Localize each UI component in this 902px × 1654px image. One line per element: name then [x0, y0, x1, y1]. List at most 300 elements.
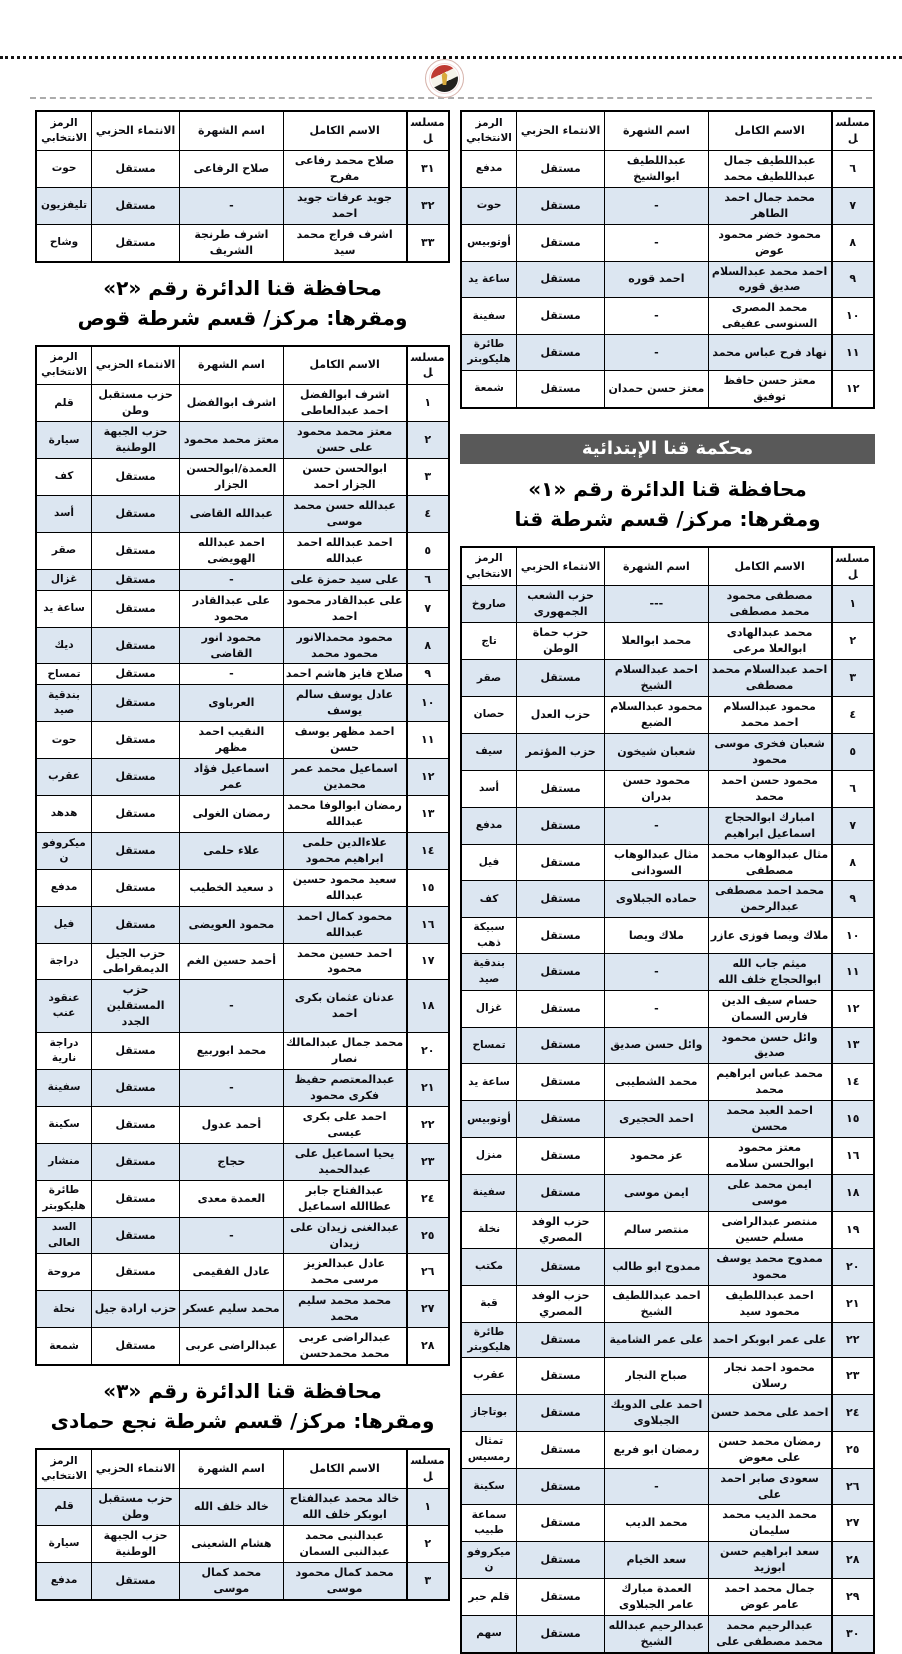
- party-cell: مستقل: [92, 685, 180, 722]
- serial-cell: ١٧: [407, 943, 449, 980]
- serial-cell: ٢٥: [407, 1217, 449, 1254]
- serial-cell: ١٦: [407, 906, 449, 943]
- candidate-row: [36, 150, 449, 187]
- alias-cell: معتز حسن حمدان: [605, 370, 709, 407]
- symbol-cell: تمثال رمسيس: [461, 1431, 517, 1468]
- column-header-serial: مسلسل: [407, 111, 449, 150]
- full-name-cell: علاءالدين حلمى ابراهيم محمود: [283, 832, 406, 869]
- party-cell: حزب العدل: [517, 697, 605, 734]
- symbol-cell: منشار: [36, 1143, 92, 1180]
- alias-cell: محمود انور القاضى: [180, 627, 284, 664]
- column-header-party: الانتماء الحزبي: [92, 346, 180, 385]
- candidate-row: [461, 733, 874, 770]
- candidate-row: [36, 1328, 449, 1365]
- alias-cell: حماده الجبلاوى: [605, 881, 709, 918]
- symbol-cell: سهم: [461, 1616, 517, 1653]
- serial-cell: ٢٣: [832, 1357, 874, 1394]
- alias-cell: احمد عبدالله الهويضى: [180, 532, 284, 569]
- symbol-cell: دراجة نارية: [36, 1033, 92, 1070]
- alias-cell: أحمد حسين الغم: [180, 943, 284, 980]
- alias-cell: محمد ابوربيع: [180, 1033, 284, 1070]
- district-1-title: [460, 474, 875, 534]
- symbol-cell: ساعة يد: [36, 590, 92, 627]
- symbol-cell: طائرة هليكوبتر: [36, 1180, 92, 1217]
- serial-cell: ٨: [832, 224, 874, 261]
- full-name-cell: محمد جمال عبدالمالك نصار: [283, 1033, 406, 1070]
- full-name-cell: احمد عبداللطيف محمود سيد: [708, 1285, 831, 1322]
- serial-cell: ١٥: [407, 869, 449, 906]
- alias-cell: صباح النجار: [605, 1357, 709, 1394]
- candidate-row: [36, 832, 449, 869]
- symbol-cell: ديك: [36, 627, 92, 664]
- symbol-cell: عقرب: [36, 759, 92, 796]
- candidate-row: [36, 1070, 449, 1107]
- full-name-cell: اسماعيل محمد عمر محمدين: [283, 759, 406, 796]
- alias-cell: محمد كمال موسى: [180, 1562, 284, 1599]
- national-elections-authority-emblem: [425, 59, 464, 98]
- candidate-row: [36, 1254, 449, 1291]
- party-cell: حزب ارادة جيل: [92, 1291, 180, 1328]
- symbol-cell: أوتوبيس: [461, 224, 517, 261]
- symbol-cell: وشاح: [36, 224, 92, 261]
- full-name-cell: احمد حسين محمد محمود: [283, 943, 406, 980]
- symbol-cell: مدفع: [36, 869, 92, 906]
- party-cell: مستقل: [517, 1505, 605, 1542]
- serial-cell: ٢: [407, 1525, 449, 1562]
- alias-cell: النقيب احمد مظهر: [180, 722, 284, 759]
- symbol-cell: سفينة: [461, 1175, 517, 1212]
- candidate-row: [461, 224, 874, 261]
- symbol-cell: عنقود عنب: [36, 980, 92, 1033]
- candidate-row: [461, 1357, 874, 1394]
- district-1-title-line: محافظة قنا الدائرة رقم «١»: [528, 476, 807, 501]
- candidate-row: [461, 1542, 874, 1579]
- serial-cell: ١٢: [832, 990, 874, 1027]
- full-name-cell: عبدالنبى محمد عبدالنبى السمان: [283, 1525, 406, 1562]
- party-cell: مستقل: [92, 1106, 180, 1143]
- alias-cell: العمدة معدى: [180, 1180, 284, 1217]
- full-name-cell: محمود عبدالسلام احمد محمد: [708, 697, 831, 734]
- full-name-cell: محمود حسن احمد محمد: [708, 770, 831, 807]
- candidate-row: [36, 385, 449, 422]
- full-name-cell: اشرف فراج محمد سيد: [283, 224, 406, 261]
- alias-cell: حجاج: [180, 1143, 284, 1180]
- serial-cell: ٢: [407, 422, 449, 459]
- alias-cell: احمد الحجيرى: [605, 1101, 709, 1138]
- party-cell: مستقل: [517, 1431, 605, 1468]
- full-name-cell: حسام سيف الدين فارس السمان: [708, 990, 831, 1027]
- full-name-cell: عدنان عثمان بكرى احمد: [283, 980, 406, 1033]
- full-name-cell: سعيد محمود حسين عبدالله: [283, 869, 406, 906]
- serial-cell: ١: [832, 586, 874, 623]
- party-cell: مستقل: [92, 532, 180, 569]
- column-header-serial: مسلسل: [407, 1449, 449, 1488]
- symbol-cell: السد العالى: [36, 1217, 92, 1254]
- district-3-title-line: محافظة قنا الدائرة رقم «٣»: [103, 1379, 382, 1404]
- symbol-cell: طائرة هليكوبتر: [461, 335, 517, 370]
- serial-cell: ٥: [832, 733, 874, 770]
- party-cell: مستقل: [92, 187, 180, 224]
- serial-cell: ٣١: [407, 150, 449, 187]
- full-name-cell: محمد عباس ابراهيم محمد: [708, 1064, 831, 1101]
- party-cell: مستقل: [92, 496, 180, 533]
- serial-cell: ٢: [832, 623, 874, 660]
- alias-cell: محمد سليم عسكر: [180, 1291, 284, 1328]
- full-name-cell: ابوالحسن حسن الجزار احمد: [283, 459, 406, 496]
- party-cell: مستقل: [517, 370, 605, 407]
- candidate-row: [36, 187, 449, 224]
- symbol-cell: تمساح: [461, 1027, 517, 1064]
- serial-cell: ٥: [407, 532, 449, 569]
- serial-cell: ٢٤: [832, 1394, 874, 1431]
- candidate-row: [461, 660, 874, 697]
- party-cell: حزب الجبهة الوطنية: [92, 1525, 180, 1562]
- right-column: [460, 110, 875, 1654]
- alias-cell: شعبان شيخون: [605, 733, 709, 770]
- party-cell: مستقل: [517, 1101, 605, 1138]
- symbol-cell: عقرب: [461, 1357, 517, 1394]
- column-header-party: الانتماء الحزبي: [92, 111, 180, 150]
- district-2-candidates-table: [35, 345, 450, 1367]
- candidate-row: [36, 1488, 449, 1525]
- party-cell: مستقل: [92, 150, 180, 187]
- candidate-row: [461, 881, 874, 918]
- symbol-cell: مروحة: [36, 1254, 92, 1291]
- serial-cell: ١٣: [832, 1027, 874, 1064]
- serial-cell: ٤: [832, 697, 874, 734]
- alias-cell: رمضان الغولى: [180, 796, 284, 833]
- alias-cell: محمود العويضى: [180, 906, 284, 943]
- district-3-candidates-table: [35, 1448, 450, 1601]
- alias-cell: -: [180, 664, 284, 685]
- candidate-row: [36, 1180, 449, 1217]
- eagle-of-saladin-icon: [441, 72, 449, 85]
- serial-cell: ١١: [832, 335, 874, 370]
- serial-cell: ٢٦: [832, 1468, 874, 1505]
- alias-cell: محمود عبدالسلام الضبع: [605, 697, 709, 734]
- column-header-party: الانتماء الحزبي: [517, 111, 605, 150]
- serial-cell: ٢٧: [407, 1291, 449, 1328]
- full-name-cell: عبدالله حسن محمد موسى: [283, 496, 406, 533]
- party-cell: مستقل: [92, 1143, 180, 1180]
- serial-cell: ١٣: [407, 796, 449, 833]
- candidate-row: [461, 1211, 874, 1248]
- full-name-cell: عادل يوسف سالم يوسف: [283, 685, 406, 722]
- full-name-cell: احمد مظهر يوسف حسن: [283, 722, 406, 759]
- serial-cell: ٢٠: [407, 1033, 449, 1070]
- symbol-cell: مكتب: [461, 1248, 517, 1285]
- party-cell: مستقل: [92, 1033, 180, 1070]
- symbol-cell: سفينة: [461, 298, 517, 335]
- alias-cell: سعد الخيام: [605, 1542, 709, 1579]
- full-name-cell: سعد ابراهيم حسن ابوزيد: [708, 1542, 831, 1579]
- symbol-cell: أسد: [36, 496, 92, 533]
- full-name-cell: عبدالرحيم محمد محمد مصطفى على: [708, 1616, 831, 1653]
- header-row: [461, 111, 874, 150]
- full-name-cell: محمود محمدالانور محمود محمد: [283, 627, 406, 664]
- candidate-row: [36, 532, 449, 569]
- party-cell: حزب الوفد المصري: [517, 1285, 605, 1322]
- serial-cell: ٢١: [832, 1285, 874, 1322]
- serial-cell: ١: [407, 1488, 449, 1525]
- symbol-cell: ميكروفون: [36, 832, 92, 869]
- symbol-cell: قلم: [36, 385, 92, 422]
- candidate-row: [36, 722, 449, 759]
- party-cell: مستقل: [92, 459, 180, 496]
- serial-cell: ١٩: [832, 1211, 874, 1248]
- candidate-row: [36, 906, 449, 943]
- party-cell: مستقل: [92, 627, 180, 664]
- candidate-row: [36, 1291, 449, 1328]
- alias-cell: -: [180, 1217, 284, 1254]
- candidate-row: [36, 1217, 449, 1254]
- candidate-row: [36, 459, 449, 496]
- serial-cell: ٢٦: [407, 1254, 449, 1291]
- serial-cell: ٤: [407, 496, 449, 533]
- symbol-cell: طائرة هليكوبتر: [461, 1322, 517, 1357]
- serial-cell: ٣: [832, 660, 874, 697]
- candidate-row: [461, 1468, 874, 1505]
- column-header-symbol: الرمز الانتخابي: [461, 111, 517, 150]
- alias-cell: أحمد عدول: [180, 1106, 284, 1143]
- header-row: [36, 1449, 449, 1488]
- left-column: [35, 110, 450, 1601]
- party-cell: مستقل: [92, 722, 180, 759]
- alias-cell: ---: [605, 586, 709, 623]
- column-header-full-name: الاسم الكامل: [283, 346, 406, 385]
- serial-cell: ١٤: [832, 1064, 874, 1101]
- symbol-cell: سيارة: [36, 1525, 92, 1562]
- candidate-row: [36, 796, 449, 833]
- serial-cell: ١٨: [407, 980, 449, 1033]
- candidate-row: [461, 807, 874, 844]
- column-header-party: الانتماء الحزبي: [92, 1449, 180, 1488]
- serial-cell: ٧: [832, 807, 874, 844]
- alias-cell: محمود حسن بدران: [605, 770, 709, 807]
- alias-cell: عز محمود: [605, 1138, 709, 1175]
- party-cell: مستقل: [517, 953, 605, 990]
- party-cell: مستقل: [517, 187, 605, 224]
- alias-cell: منتصر سالم: [605, 1211, 709, 1248]
- candidate-row: [461, 187, 874, 224]
- district-3-subtitle-line: ومقرها: مركز/ قسم شرطة نجع حمادى: [50, 1409, 435, 1434]
- party-cell: مستقل: [517, 261, 605, 298]
- candidate-row: [461, 586, 874, 623]
- full-name-cell: اشرف ابوالفضل احمد عبدالعاطى: [283, 385, 406, 422]
- alias-cell: -: [605, 298, 709, 335]
- serial-cell: ١٠: [832, 918, 874, 953]
- full-name-cell: احمد على محمد حسن: [708, 1394, 831, 1431]
- alias-cell: -: [605, 1468, 709, 1505]
- party-cell: مستقل: [517, 224, 605, 261]
- full-name-cell: محمد عبدالهادى ابوالعلا مرعى: [708, 623, 831, 660]
- symbol-cell: سبيكة ذهب: [461, 918, 517, 953]
- candidate-row: [461, 1027, 874, 1064]
- candidate-row: [461, 1064, 874, 1101]
- serial-cell: ٢٣: [407, 1143, 449, 1180]
- serial-cell: ٢٢: [407, 1106, 449, 1143]
- serial-cell: ٢٠: [832, 1248, 874, 1285]
- party-cell: مستقل: [92, 664, 180, 685]
- party-cell: حزب المؤتمر: [517, 733, 605, 770]
- full-name-cell: محمود خضر محمود عوض: [708, 224, 831, 261]
- full-name-cell: ملاك ويصا فوزى عازر: [708, 918, 831, 953]
- symbol-cell: كف: [36, 459, 92, 496]
- full-name-cell: معتز محمد محمود على حسن: [283, 422, 406, 459]
- candidate-row: [36, 422, 449, 459]
- district-2-title: [35, 273, 450, 333]
- symbol-cell: أوتوبيس: [461, 1101, 517, 1138]
- candidate-row: [461, 1285, 874, 1322]
- symbol-cell: سماعة طبيب: [461, 1505, 517, 1542]
- candidate-row: [36, 869, 449, 906]
- serial-cell: ٩: [832, 261, 874, 298]
- column-header-alias: اسم الشهرة: [180, 1449, 284, 1488]
- party-cell: مستقل: [92, 869, 180, 906]
- alias-cell: احمد عبدالسلام الشيخ: [605, 660, 709, 697]
- alias-cell: د سعيد الخطيب: [180, 869, 284, 906]
- party-cell: حزب الشعب الجمهورى: [517, 586, 605, 623]
- column-header-full-name: الاسم الكامل: [708, 547, 831, 586]
- serial-cell: ٩: [832, 881, 874, 918]
- full-name-cell: رمضان محمد حسن على معوض: [708, 1431, 831, 1468]
- party-cell: مستقل: [517, 335, 605, 370]
- alias-cell: -: [605, 990, 709, 1027]
- alias-cell: -: [605, 953, 709, 990]
- symbol-cell: تمساح: [36, 664, 92, 685]
- court-banner: محكمة قنا الإبتدائية: [460, 434, 875, 464]
- continuation-candidates-table-rows-31-33: [35, 110, 450, 263]
- full-name-cell: عادل عبدالعزيز مرسى محمد: [283, 1254, 406, 1291]
- serial-cell: ٣٣: [407, 224, 449, 261]
- candidate-row: [36, 685, 449, 722]
- party-cell: مستقل: [92, 1254, 180, 1291]
- party-cell: مستقل: [517, 1175, 605, 1212]
- party-cell: مستقل: [92, 1562, 180, 1599]
- column-header-alias: اسم الشهرة: [180, 346, 284, 385]
- candidate-row: [461, 844, 874, 881]
- symbol-cell: حوت: [461, 187, 517, 224]
- serial-cell: ٦: [832, 770, 874, 807]
- header-row: [36, 111, 449, 150]
- symbol-cell: مدفع: [36, 1562, 92, 1599]
- serial-cell: ٨: [407, 627, 449, 664]
- symbol-cell: سكينة: [36, 1106, 92, 1143]
- district-2-subtitle-line: ومقرها: مركز/ قسم شرطة قوص: [77, 305, 408, 330]
- symbol-cell: حوت: [36, 722, 92, 759]
- full-name-cell: شعبان فخرى موسى محمود: [708, 733, 831, 770]
- serial-cell: ٨: [832, 844, 874, 881]
- candidate-row: [461, 918, 874, 953]
- full-name-cell: جمال محمد احمد عامر عوض: [708, 1579, 831, 1616]
- candidate-row: [461, 298, 874, 335]
- candidate-row: [461, 1175, 874, 1212]
- party-cell: مستقل: [517, 844, 605, 881]
- alias-cell: على عبدالقادر محمود: [180, 590, 284, 627]
- symbol-cell: قلم: [36, 1488, 92, 1525]
- alias-cell: ممدوح ابو طالب: [605, 1248, 709, 1285]
- serial-cell: ١٨: [832, 1175, 874, 1212]
- party-cell: حزب الجيل الديمقراطى: [92, 943, 180, 980]
- full-name-cell: احمد عبدالسلام محمد مصطفى: [708, 660, 831, 697]
- alias-cell: صلاح الرفاعى: [180, 150, 284, 187]
- symbol-cell: حوت: [36, 150, 92, 187]
- symbol-cell: شمعة: [36, 1328, 92, 1365]
- column-header-party: الانتماء الحزبي: [517, 547, 605, 586]
- serial-cell: ٢٨: [832, 1542, 874, 1579]
- party-cell: مستقل: [517, 1616, 605, 1653]
- serial-cell: ١٥: [832, 1101, 874, 1138]
- full-name-cell: عبداللطيف جمال عبداللطيف محمد: [708, 150, 831, 187]
- candidate-row: [461, 1505, 874, 1542]
- symbol-cell: بندقية صيد: [36, 685, 92, 722]
- symbol-cell: صقر: [36, 532, 92, 569]
- alias-cell: -: [605, 187, 709, 224]
- party-cell: مستقل: [517, 918, 605, 953]
- full-name-cell: احمد العبد محمد محسن: [708, 1101, 831, 1138]
- serial-cell: ١١: [832, 953, 874, 990]
- serial-cell: ٢٤: [407, 1180, 449, 1217]
- candidate-row: [36, 224, 449, 261]
- alias-cell: اشرف ابوالفضل: [180, 385, 284, 422]
- symbol-cell: كف: [461, 881, 517, 918]
- alias-cell: -: [605, 807, 709, 844]
- full-name-cell: منتصر عبدالراضى مسلم حسين: [708, 1211, 831, 1248]
- party-cell: مستقل: [92, 224, 180, 261]
- alias-cell: -: [605, 224, 709, 261]
- header-row: [36, 346, 449, 385]
- alias-cell: عادل الفقيمى: [180, 1254, 284, 1291]
- party-cell: مستقل: [92, 832, 180, 869]
- egypt-flag-icon: [431, 65, 458, 92]
- district-2-title-line: محافظة قنا الدائرة رقم «٢»: [103, 275, 382, 300]
- serial-cell: ٣٢: [407, 187, 449, 224]
- symbol-cell: نحلة: [36, 1291, 92, 1328]
- alias-cell: عبدالراضى عربى: [180, 1328, 284, 1365]
- party-cell: مستقل: [92, 569, 180, 590]
- party-cell: مستقل: [517, 1579, 605, 1616]
- serial-cell: ١٠: [832, 298, 874, 335]
- alias-cell: عبدالرحيم عبدالله الشيخ: [605, 1616, 709, 1653]
- candidate-row: [461, 1431, 874, 1468]
- full-name-cell: صلاح فايز هاشم احمد: [283, 664, 406, 685]
- full-name-cell: محمد المصرى السنوسى عفيفى: [708, 298, 831, 335]
- alias-cell: معتز محمد محمود: [180, 422, 284, 459]
- full-name-cell: محمد احمد مصطفى عبدالرحمن: [708, 881, 831, 918]
- full-name-cell: ميثم جاب الله ابوالحجاج خلف الله: [708, 953, 831, 990]
- candidate-row: [36, 569, 449, 590]
- full-name-cell: احمد محمد عبدالسلام صديق قوره: [708, 261, 831, 298]
- symbol-cell: نخلة: [461, 1211, 517, 1248]
- alias-cell: محمد الشطيبى: [605, 1064, 709, 1101]
- full-name-cell: ايمن محمد على موسى: [708, 1175, 831, 1212]
- symbol-cell: بندقية صيد: [461, 953, 517, 990]
- column-header-alias: اسم الشهرة: [605, 547, 709, 586]
- alias-cell: اسماعيل فؤاد عمر: [180, 759, 284, 796]
- full-name-cell: محمد الديب محمد سليمان: [708, 1505, 831, 1542]
- party-cell: مستقل: [517, 1542, 605, 1579]
- alias-cell: عبداللطيف ابوالشيخ: [605, 150, 709, 187]
- symbol-cell: بوتاجاز: [461, 1394, 517, 1431]
- full-name-cell: وائل حسن محمود صديق: [708, 1027, 831, 1064]
- alias-cell: احمد على الدويك الجبلاوى: [605, 1394, 709, 1431]
- symbol-cell: صاروخ: [461, 586, 517, 623]
- full-name-cell: محمود احمد نجار رسلان: [708, 1357, 831, 1394]
- party-cell: مستقل: [92, 906, 180, 943]
- column-header-symbol: الرمز الانتخابي: [461, 547, 517, 586]
- serial-cell: ٦: [832, 150, 874, 187]
- serial-cell: ٩: [407, 664, 449, 685]
